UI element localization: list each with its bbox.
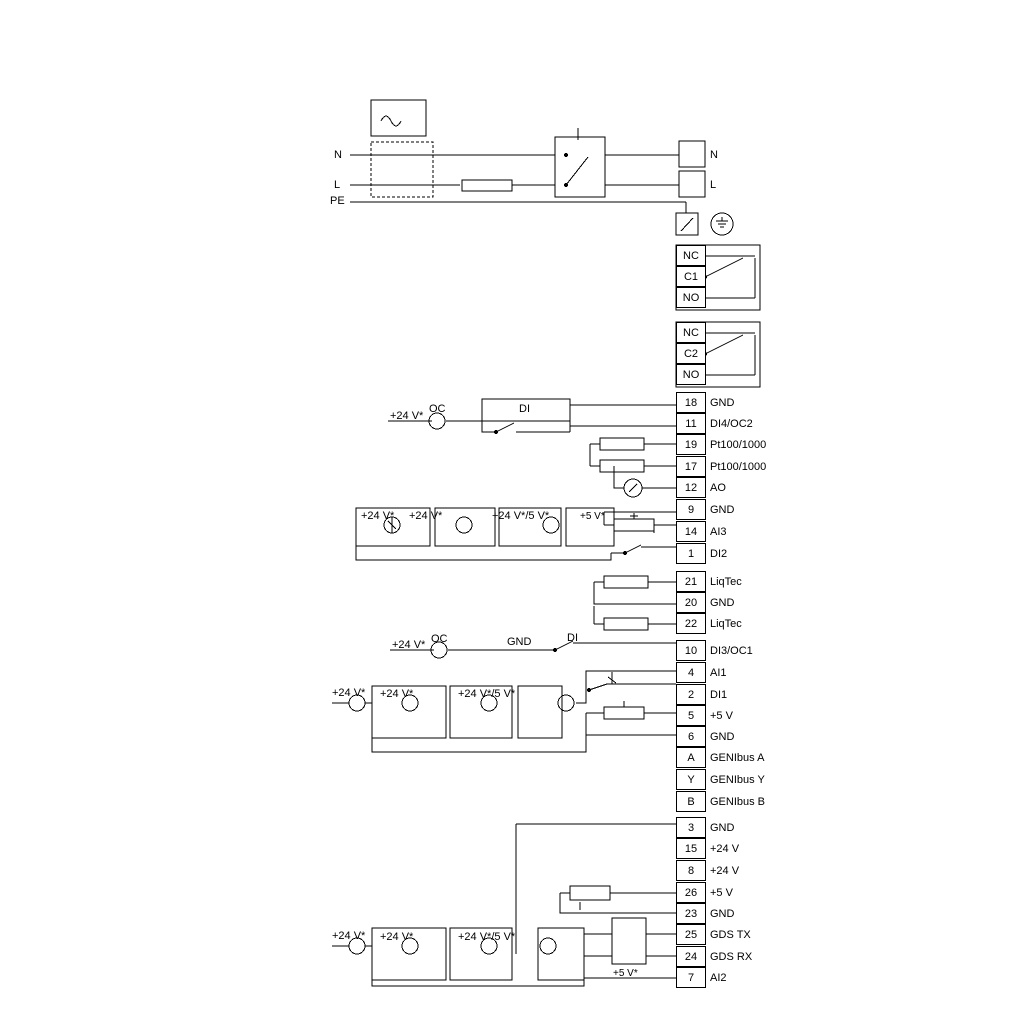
terminal-17[interactable]: 17 <box>676 456 706 477</box>
terminal-genibus-y[interactable]: Y <box>676 769 706 790</box>
label-24v-ai1-1: +24 V* <box>380 688 414 700</box>
terminal-24[interactable]: 24 <box>676 946 706 967</box>
terminal-12[interactable]: 12 <box>676 477 706 498</box>
label-pe: PE <box>330 195 345 207</box>
label-di-mid: DI <box>567 632 578 644</box>
terminal-8[interactable]: 8 <box>676 860 706 881</box>
terminal-17-label: Pt100/1000 <box>710 461 767 473</box>
label-5v-ai3: +5 V* <box>580 511 605 522</box>
terminal-8-label: +24 V <box>710 865 740 877</box>
terminal-12-label: AO <box>710 482 726 494</box>
label-mains-n-left: N <box>334 149 342 161</box>
terminal-18-label: GND <box>710 397 735 409</box>
terminal-relay1-c1[interactable]: C1 <box>676 266 706 287</box>
terminal-7-label: AI2 <box>710 972 727 984</box>
terminal-7[interactable]: 7 <box>676 967 706 988</box>
terminal-4-label: AI1 <box>710 667 727 679</box>
terminal-11[interactable]: 11 <box>676 413 706 434</box>
terminal-26-label: +5 V <box>710 887 733 899</box>
label-gnd-mid: GND <box>507 636 532 648</box>
label-di-top: DI <box>519 403 530 415</box>
terminal-relay2-c2[interactable]: C2 <box>676 343 706 364</box>
label-24v-gds-1: +24 V* <box>380 931 414 943</box>
terminal-18[interactable]: 18 <box>676 392 706 413</box>
terminal-relay1-no[interactable]: NO <box>676 287 706 308</box>
terminal-20[interactable]: 20 <box>676 592 706 613</box>
terminal-genibus-a-label: GENIbus A <box>710 752 765 764</box>
label-mains-l-right: L <box>710 179 717 191</box>
terminal-11-label: DI4/OC2 <box>710 418 753 430</box>
terminal-23-label: GND <box>710 908 735 920</box>
terminal-genibus-b-label: GENIbus B <box>710 796 766 808</box>
terminal-genibus-b[interactable]: B <box>676 791 706 812</box>
terminal-15[interactable]: 15 <box>676 838 706 859</box>
terminal-20-label: GND <box>710 597 735 609</box>
label-24v-ai1-0: +24 V* <box>332 687 366 699</box>
terminal-26[interactable]: 26 <box>676 882 706 903</box>
label-24v-ai3-2: +24 V* <box>409 510 443 522</box>
label-24v-5v-gds: +24 V*/5 V* <box>458 931 516 943</box>
terminal-25[interactable]: 25 <box>676 924 706 945</box>
label-24v-ai3-1: +24 V* <box>361 510 395 522</box>
terminal-4[interactable]: 4 <box>676 662 706 683</box>
label-24v-oc-mid: +24 V* <box>392 639 426 651</box>
terminal-24-label: GDS RX <box>710 951 753 963</box>
label-oc-top: OC <box>429 403 446 415</box>
terminal-6-label: GND <box>710 731 735 743</box>
terminal-1-label: DI2 <box>710 548 728 560</box>
terminal-relay1-nc[interactable]: NC <box>676 245 706 266</box>
terminal-10-label: DI3/OC1 <box>710 645 753 657</box>
terminal-14[interactable]: 14 <box>676 521 706 542</box>
terminal-22-label: LiqTec <box>710 618 742 630</box>
terminal-10[interactable]: 10 <box>676 640 706 661</box>
terminal-genibus-a[interactable]: A <box>676 747 706 768</box>
terminal-1[interactable]: 1 <box>676 543 706 564</box>
label-24v-5v-ai1: +24 V*/5 V* <box>458 688 516 700</box>
label-24v-oc-top: +24 V* <box>390 410 424 422</box>
terminal-14-label: AI3 <box>710 526 727 538</box>
label-mains-l-left: L <box>334 179 341 191</box>
terminal-6[interactable]: 6 <box>676 726 706 747</box>
label-5v-gds: +5 V* <box>613 968 638 979</box>
terminal-19[interactable]: 19 <box>676 434 706 455</box>
terminal-3[interactable]: 3 <box>676 817 706 838</box>
label-oc-mid: OC <box>431 633 448 645</box>
terminal-9[interactable]: 9 <box>676 499 706 520</box>
terminal-2-label: DI1 <box>710 689 728 701</box>
terminal-2[interactable]: 2 <box>676 684 706 705</box>
terminal-9-label: GND <box>710 504 735 516</box>
label-24v-5v-ai3: +24 V*/5 V* <box>492 510 550 522</box>
terminal-25-label: GDS TX <box>710 929 751 941</box>
terminal-relay2-nc[interactable]: NC <box>676 322 706 343</box>
terminal-5[interactable]: 5 <box>676 705 706 726</box>
terminal-relay2-no[interactable]: NO <box>676 364 706 385</box>
label-mains-n-right: N <box>710 149 718 161</box>
terminal-3-label: GND <box>710 822 735 834</box>
terminal-21-label: LiqTec <box>710 576 742 588</box>
terminal-21[interactable]: 21 <box>676 571 706 592</box>
terminal-23[interactable]: 23 <box>676 903 706 924</box>
terminal-22[interactable]: 22 <box>676 613 706 634</box>
terminal-15-label: +24 V <box>710 843 740 855</box>
terminal-5-label: +5 V <box>710 710 733 722</box>
label-24v-gds-0: +24 V* <box>332 930 366 942</box>
terminal-genibus-y-label: GENIbus Y <box>710 774 765 786</box>
terminal-19-label: Pt100/1000 <box>710 439 767 451</box>
